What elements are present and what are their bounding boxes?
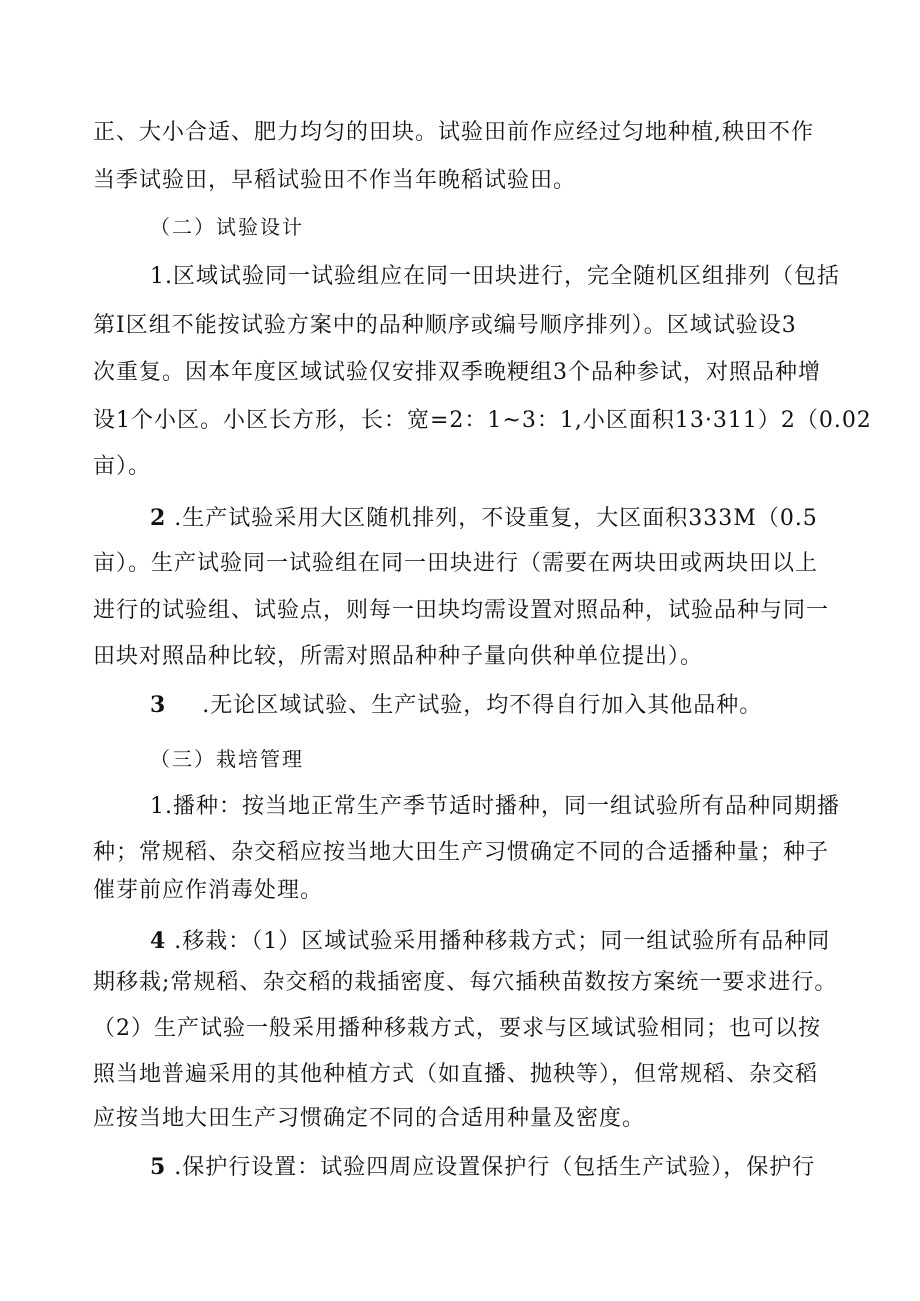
text-line: 设1个小区。小区长方形，长：宽=2：1~3：1,小区面积13·311）2（0.02 xyxy=(93,408,872,433)
text-line: 1.播种：按当地正常生产季节适时播种，同一组试验所有品种同期播 xyxy=(150,794,840,819)
text-line: 催芽前应作消毒处理。 xyxy=(93,878,324,903)
item-number: 2 xyxy=(150,505,167,531)
numbered-item-3 xyxy=(150,690,762,721)
item-number: 4 xyxy=(150,928,167,954)
text-line: 正、大小合适、肥力均匀的田块。试验田前作应经过匀地种植,秧田不作 xyxy=(93,120,814,145)
item-number: 3 xyxy=(150,692,167,718)
item-text: .无论区域试验、生产试验，均不得自行加入其他品种。 xyxy=(194,693,763,718)
text-line: 次重复。因本年度区域试验仅安排双季晚粳组3个品种参试，对照品种增 xyxy=(93,360,821,385)
section-heading: （二）试验设计 xyxy=(150,215,304,239)
text-line: 照当地普遍采用的其他种植方式（如直播、抛秧等），但常规稻、杂交稻 xyxy=(93,1062,819,1087)
item-text: .生产试验采用大区随机排列，不设重复，大区面积333M（0.5 xyxy=(166,506,818,531)
text-line: 进行的试验组、试验点，则每一田块均需设置对照品种，试验品种与同一 xyxy=(93,598,830,623)
item-text: .移栽：（1）区域试验采用播种移栽方式；同一组试验所有品种同 xyxy=(166,929,831,954)
text-line: 田块对照品种比较，所需对照品种种子量向供种单位提出）。 xyxy=(93,644,704,669)
text-line: （2）生产试验一般采用播种移栽方式，要求与区域试验相同；也可以按 xyxy=(93,1016,821,1041)
text-line: 第I区组不能按试验方案中的品种顺序或编号顺序排列）。区域试验设3 xyxy=(93,313,797,338)
item-number: 5 xyxy=(150,1154,167,1180)
text-line: 亩）。生产试验同一试验组在同一田块进行（需要在两块田或两块田以上 xyxy=(93,551,819,576)
text-line: 应按当地大田生产习惯确定不同的合适用种量及密度。 xyxy=(93,1106,646,1131)
numbered-item-4 xyxy=(150,926,830,957)
text-line: 当季试验田，早稻试验田不作当年晚稻试验田。 xyxy=(93,168,577,193)
section-heading: （三）栽培管理 xyxy=(150,747,304,771)
text-line: 1.区域试验同一试验组应在同一田块进行，完全随机区组排列（包括 xyxy=(150,264,840,289)
text-line: 种；常规稻、杂交稻应按当地大田生产习惯确定不同的合适播种量；种子 xyxy=(93,840,830,865)
text-line: 亩）。 xyxy=(93,454,152,479)
item-text: .保护行设置：试验四周应设置保护行（包括生产试验），保护行 xyxy=(166,1155,816,1180)
numbered-item-5 xyxy=(150,1152,815,1183)
numbered-item-2 xyxy=(150,503,818,534)
text-line: 期移栽;常规稻、杂交稻的栽插密度、每穴插秧苗数按方案统一要求进行。 xyxy=(93,970,838,995)
